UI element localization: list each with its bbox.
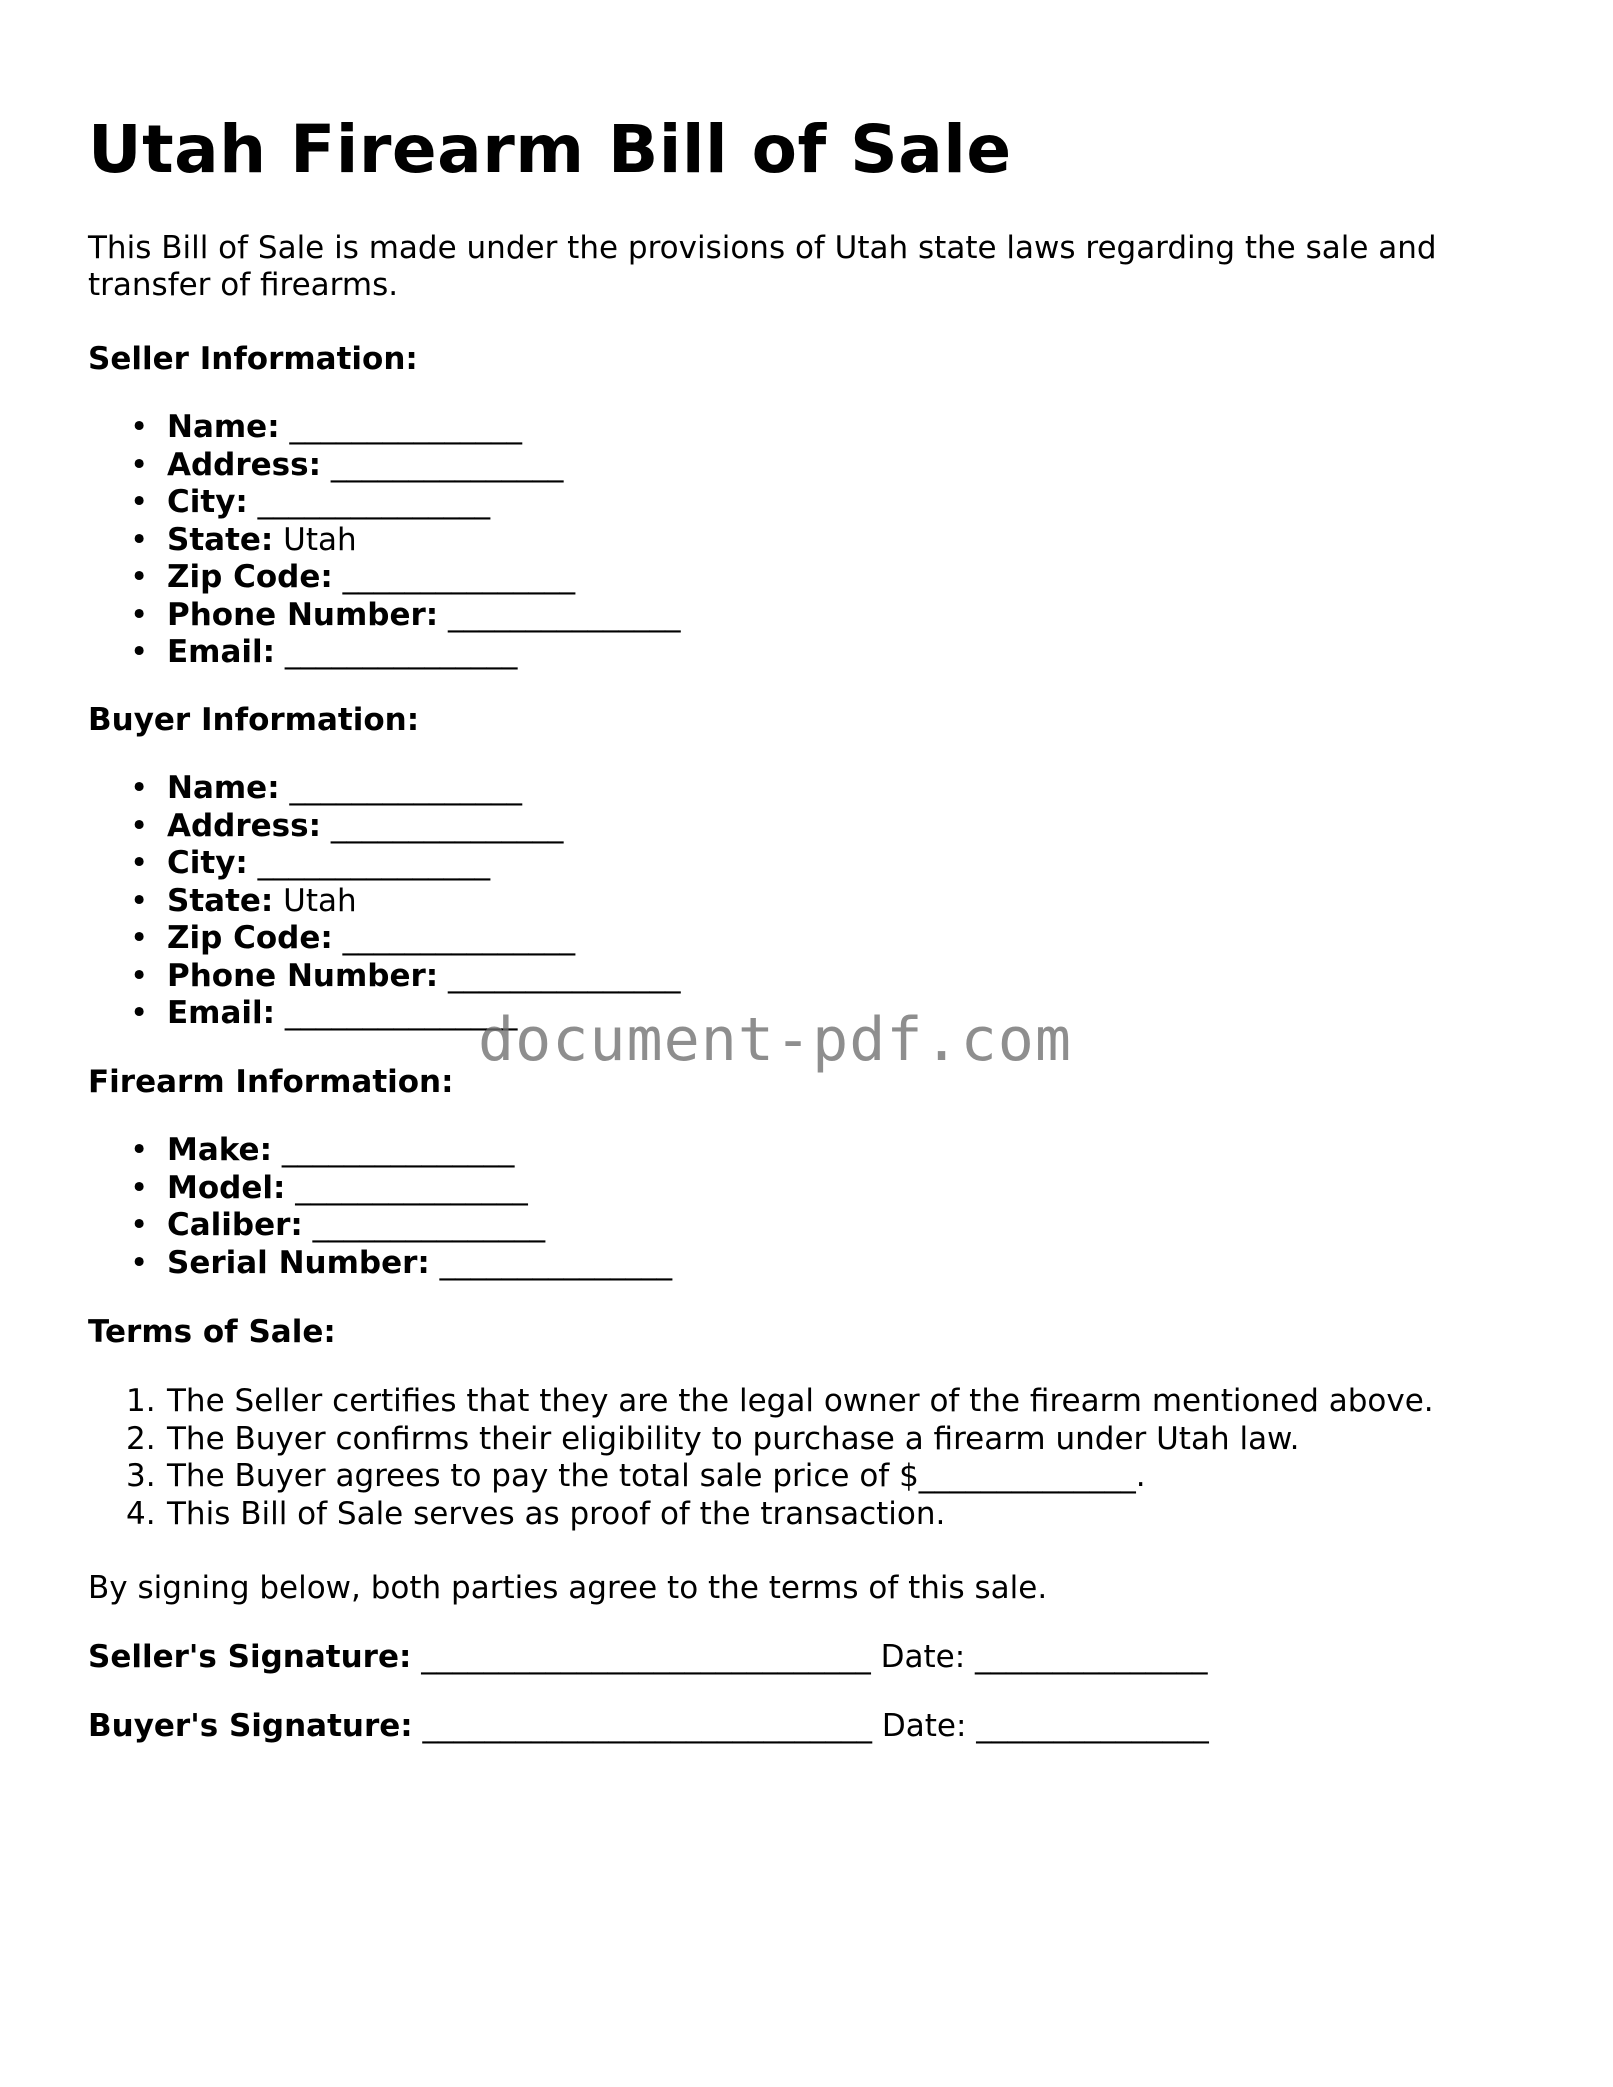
- terms-heading: Terms of Sale:: [88, 1314, 336, 1350]
- seller-email-blank[interactable]: _______________: [275, 634, 518, 670]
- firearm-caliber-blank[interactable]: _______________: [302, 1207, 546, 1243]
- buyer-signature-line: [88, 1708, 1209, 1745]
- buyer-heading: Buyer Information:: [88, 702, 420, 738]
- seller-field-email: • Email: _______________: [130, 634, 518, 670]
- buyer-email-blank[interactable]: _______________: [275, 995, 518, 1031]
- buyer-field-zip: • Zip Code: _______________: [130, 920, 576, 956]
- seller-signature-blank[interactable]: _____________________________: [411, 1639, 881, 1675]
- terms-item: 4. This Bill of Sale serves as proof of the transaction.: [126, 1495, 946, 1532]
- buyer-date-blank[interactable]: _______________: [966, 1708, 1209, 1744]
- terms-list: [88, 1383, 1434, 1533]
- seller-state-value: Utah: [273, 521, 357, 558]
- seller-address-blank[interactable]: _______________: [321, 446, 564, 483]
- buyer-field-city: • City: _______________: [130, 845, 491, 881]
- terms-item: 2. The Buyer confirms their eligibility to purchase a firearm under Utah law.: [126, 1420, 1300, 1457]
- buyer-state-value: Utah: [273, 882, 357, 919]
- buyer-phone-blank[interactable]: _______________: [438, 957, 681, 994]
- buyer-signature-label: Buyer's Signature:: [88, 1708, 413, 1744]
- buyer-name-blank[interactable]: _______________: [279, 770, 522, 806]
- seller-date-blank[interactable]: _______________: [965, 1639, 1208, 1675]
- seller-signature-line: [88, 1639, 1208, 1676]
- buyer-field-phone: • Phone Number: _______________: [130, 957, 681, 994]
- seller-heading: Seller Information:: [88, 341, 418, 377]
- seller-field-list: [88, 409, 681, 672]
- buyer-date-label: Date:: [881, 1708, 967, 1744]
- seller-phone-blank[interactable]: _______________: [438, 596, 681, 633]
- seller-field-city: • City: _______________: [130, 484, 491, 520]
- firearm-make-blank[interactable]: _______________: [271, 1132, 515, 1168]
- terms-item: 3. The Buyer agrees to pay the total sale price of $______________.: [126, 1458, 1146, 1494]
- firearm-field-serial: • Serial Number: _______________: [130, 1244, 673, 1281]
- buyer-zip-blank[interactable]: _______________: [332, 920, 576, 956]
- buyer-field-email: • Email: _______________: [130, 995, 518, 1031]
- buyer-city-blank[interactable]: _______________: [247, 845, 491, 881]
- buyer-field-address: • Address: _______________: [130, 807, 564, 844]
- terms-item: 1. The Seller certifies that they are the legal owner of the firearm mentioned above.: [126, 1383, 1434, 1419]
- seller-date-label: Date:: [880, 1639, 966, 1675]
- firearm-field-model: • Model: _______________: [130, 1169, 528, 1206]
- seller-field-name: • Name: _______________: [130, 409, 522, 445]
- seller-signature-label: Seller's Signature:: [88, 1639, 412, 1675]
- buyer-field-name: • Name: _______________: [130, 770, 522, 806]
- intro-paragraph: This Bill of Sale is made under the provisions of Utah state laws regarding the sale and transfer of firearms.: [88, 230, 1437, 303]
- agreement-statement: By signing below, both parties agree to the terms of this sale.: [88, 1570, 1048, 1606]
- firearm-field-make: • Make: _______________: [130, 1132, 515, 1168]
- firearm-serial-blank[interactable]: _______________: [429, 1244, 673, 1281]
- seller-field-phone: • Phone Number: _______________: [130, 596, 681, 633]
- seller-city-blank[interactable]: _______________: [247, 484, 491, 520]
- seller-zip-blank[interactable]: _______________: [332, 559, 576, 595]
- firearm-field-list: [88, 1132, 672, 1282]
- seller-field-address: • Address: _______________: [130, 446, 564, 483]
- seller-name-blank[interactable]: _______________: [279, 409, 522, 445]
- seller-field-zip: • Zip Code: _______________: [130, 559, 576, 595]
- firearm-heading: Firearm Information:: [88, 1064, 454, 1100]
- seller-field-state: • State: Utah: [130, 521, 357, 558]
- buyer-address-blank[interactable]: _______________: [321, 807, 564, 844]
- firearm-field-caliber: • Caliber: _______________: [130, 1207, 546, 1243]
- buyer-signature-blank[interactable]: _____________________________: [412, 1708, 882, 1744]
- buyer-field-state: • State: Utah: [130, 882, 357, 919]
- buyer-field-list: [88, 770, 681, 1033]
- firearm-model-blank[interactable]: _______________: [285, 1169, 528, 1206]
- watermark: document-pdf.com: [478, 1005, 1072, 1075]
- page-title: Utah Firearm Bill of Sale: [88, 111, 1012, 188]
